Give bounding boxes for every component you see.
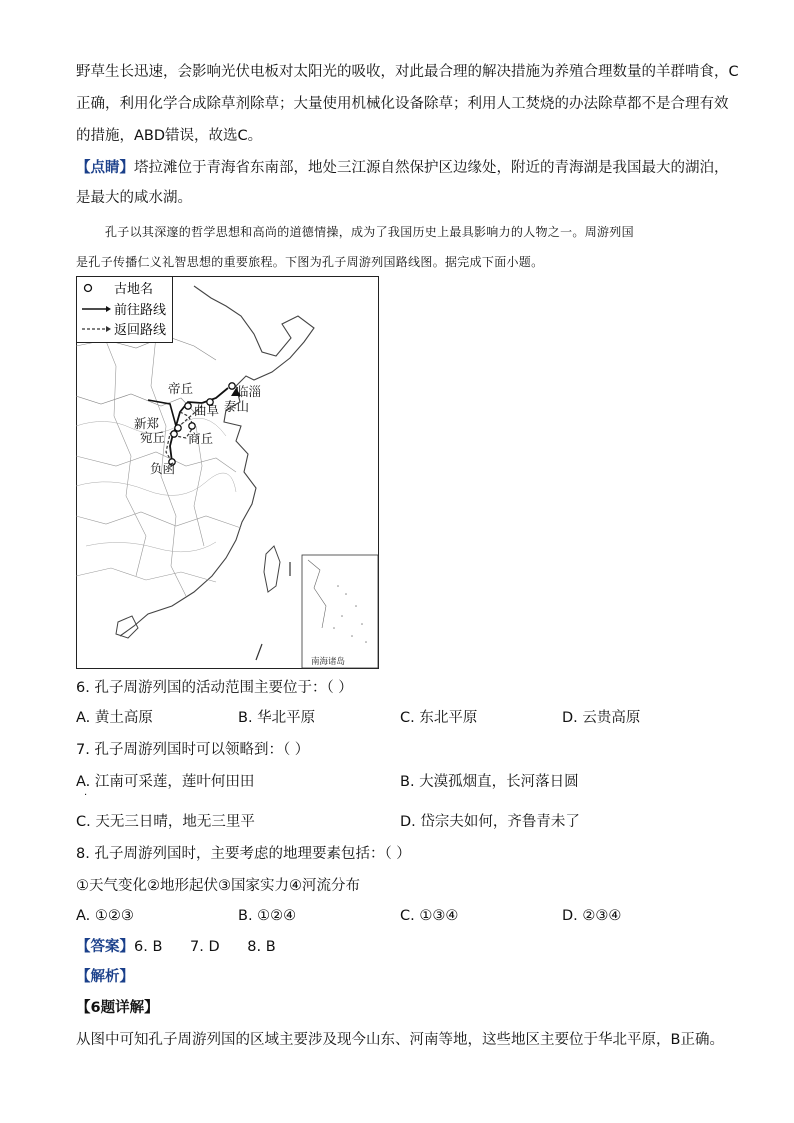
legend-place: 古地名 <box>114 282 154 297</box>
option-b[interactable]: B. 华北平原 <box>238 710 316 726</box>
option-c[interactable]: C. ①③④ <box>400 908 459 924</box>
place-label: 泰山 <box>224 399 250 414</box>
note-line: 是最大的咸水湖。 <box>76 190 192 206</box>
paragraph-line: 正确，利用化学合成除草剂除草；大量使用机械化设备除草；利用人工焚烧的办法除草都不是合理有效 <box>76 96 729 112</box>
question-stem: 6. 孔子周游列国的活动范围主要位于：（ ） <box>76 680 353 696</box>
passage-line: 孔子以其深邃的哲学思想和高尚的道德情操，成为了我国历史上最具影响力的人物之一。周游列国 <box>105 225 634 239</box>
option-b[interactable]: B. 大漠孤烟直，长河落日圆 <box>400 774 579 790</box>
question-sub: ①天气变化②地形起伏③国家实力④河流分布 <box>76 878 360 894</box>
option-d[interactable]: D. 岱宗夫如何，齐鲁青未了 <box>400 814 580 830</box>
legend-return: 返回路线 <box>114 323 167 338</box>
answer-text: 6. B 7. D 8. B <box>134 939 276 955</box>
option-a[interactable]: A. 江南可采莲，莲叶何田田 <box>76 774 255 790</box>
answer-line <box>76 937 276 957</box>
place-label: 负函 <box>150 461 176 476</box>
place-label: 宛丘 <box>140 430 166 445</box>
inset-label: 南海诸岛 <box>311 657 346 667</box>
detail-text: 从图中可知孔子周游列国的区域主要涉及现今山东、河南等地，这些地区主要位于华北平原，B正确。 <box>76 1032 724 1048</box>
option-d[interactable]: D. ②③④ <box>562 908 622 924</box>
option-c[interactable]: C. 天无三日晴，地无三里平 <box>76 814 255 830</box>
legend-forward: 前往路线 <box>114 303 167 318</box>
passage-line: 是孔子传播仁义礼智思想的重要旅程。下图为孔子周游列国路线图。据完成下面小题。 <box>76 255 544 269</box>
answer-label: 【答案】 <box>76 939 134 955</box>
option-b[interactable]: B. ①②④ <box>238 908 297 924</box>
detail-label: 【6题详解】 <box>76 1000 159 1016</box>
place-label: 商丘 <box>188 431 214 446</box>
note-text: 塔拉滩位于青海省东南部，地处三江源自然保护区边缘处，附近的青海湖是我国最大的湖泊， <box>134 160 729 176</box>
route-map <box>76 276 379 669</box>
option-a[interactable]: A. 黄土高原 <box>76 710 153 726</box>
option-c[interactable]: C. 东北平原 <box>400 710 478 726</box>
stray-mark: · <box>84 790 88 801</box>
paragraph-line: 野草生长迅速，会影响光伏电板对太阳光的吸收，对此最合理的解决措施为养殖合理数量的羊群啃食，C <box>76 64 739 80</box>
place-label: 临淄 <box>236 384 262 399</box>
option-d[interactable]: D. 云贵高原 <box>562 710 641 726</box>
place-label: 曲阜 <box>194 403 220 418</box>
question-stem: 7. 孔子周游列国时可以领略到：（ ） <box>76 742 310 758</box>
paragraph-line: 的措施，ABD错误，故选C。 <box>76 128 263 144</box>
question-stem: 8. 孔子周游列国时，主要考虑的地理要素包括：（ ） <box>76 846 411 862</box>
place-label: 帝丘 <box>168 381 194 396</box>
note-line <box>76 158 729 178</box>
note-label: 【点睛】 <box>76 160 134 176</box>
place-label: 新郑 <box>134 416 160 431</box>
analysis-label: 【解析】 <box>76 969 134 985</box>
option-a[interactable]: A. ①②③ <box>76 908 134 924</box>
